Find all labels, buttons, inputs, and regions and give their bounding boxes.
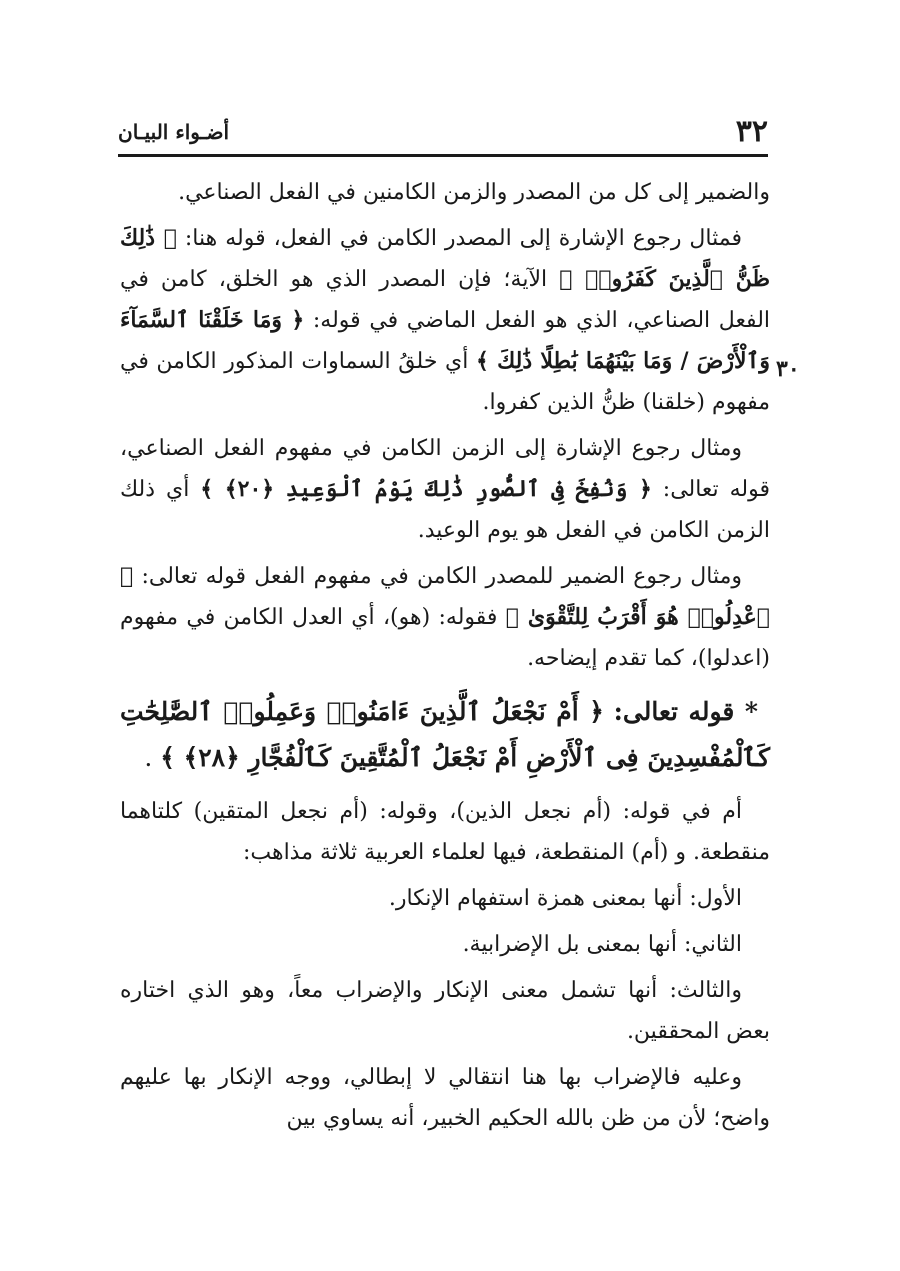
page-header xyxy=(118,110,768,156)
margin-page-marker: ٣٠ xyxy=(776,356,800,382)
paragraph-text: الأول: أنها بمعنى همزة استفهام الإنكار. xyxy=(388,886,742,911)
running-title: أضـواء البيـان xyxy=(118,120,230,144)
paragraph xyxy=(120,878,770,919)
paragraph-text: والثالث: أنها تشمل معنى الإنكار والإضراب معاً، وهو الذي اختاره بعض المحققين. xyxy=(120,978,770,1044)
page-number: ٣٢ xyxy=(735,114,768,149)
header-rule xyxy=(118,154,768,157)
paragraph-text: ومثال رجوع الضمير للمصدر الكامن في مفهوم الفعل قوله تعالى: xyxy=(141,564,742,589)
paragraph-text: ومثال رجوع الإشارة إلى الزمن الكامن في مفهوم الفعل الصناعي، قوله تعالى: xyxy=(120,436,770,502)
paragraph xyxy=(120,924,770,965)
paragraph xyxy=(120,172,770,213)
quran-quote: ﴿ ذَٰلِكَ ظَنُّ ٱلَّذِينَ كَفَرُوا۟ ﴾ xyxy=(120,225,770,292)
quran-quote: ﴿ وَمَا خَلَقْنَا ٱلسَّمَآءَ وَٱلْأَرْضَ / وَمَا بَيْنَهُمَا بَٰطِلًا ذَٰلِكَ ﴾ xyxy=(120,307,771,374)
paragraph xyxy=(120,970,770,1052)
paragraph xyxy=(120,428,770,551)
paragraph xyxy=(120,218,770,423)
quran-quote: ﴿ ٱعْدِلُوا۟ هُوَ أَقْرَبُ لِلتَّقْوَىٰ ﴾ xyxy=(120,563,771,630)
paragraph xyxy=(120,1057,770,1139)
quran-quote: ﴿ وَنُفِخَ فِى ٱلصُّورِ ذَٰلِكَ يَوْمُ ٱلْوَعِيدِ ﴿٢٠﴾ ﴾ xyxy=(200,476,652,502)
paragraph-text: أي خلقُ السماوات المذكور الكامن في مفهوم (خلقنا) ظنُّ الذين كفروا. xyxy=(120,349,770,415)
paragraph-text: أي ذلك الزمن الكامن في الفعل هو يوم الوعيد. xyxy=(120,477,770,543)
paragraph-text: الآية؛ فإن المصدر الذي هو الخلق، كامن في الفعل الصناعي، الذي هو الفعل الماضي في قوله: xyxy=(120,267,771,333)
verse-heading-lead: * قوله تعالى: xyxy=(613,697,758,726)
paragraph-text: وعليه فالإضراب بها هنا انتقالي لا إبطالي، ووجه الإنكار بها عليهم واضح؛ لأن من ظن بالله الحكيم الخبير، أنه يساوي بين xyxy=(120,1065,770,1131)
page-body xyxy=(120,172,770,1144)
paragraph-text: فقوله: (هو)، أي العدل الكامن في مفهوم (اعدلوا)، كما تقدم إيضاحه. xyxy=(120,605,770,671)
paragraph xyxy=(120,556,770,679)
verse-heading-end: . xyxy=(144,743,153,772)
paragraph-text: الثاني: أنها بمعنى بل الإضرابية. xyxy=(462,932,742,957)
paragraph xyxy=(120,791,770,873)
paragraph-text: أم في قوله: (أم نجعل الذين)، وقوله: (أم نجعل المتقين) كلتاهما منقطعة. و (أم) المنقطعة، فيها لعلماء العربية ثلاثة مذاهب: xyxy=(120,799,770,865)
verse-heading xyxy=(120,689,770,781)
verse-heading-text: ﴿ أَمْ نَجْعَلُ ٱلَّذِينَ ءَامَنُوا۟ وَعَمِلُوا۟ ٱلصَّٰلِحَٰتِ كَٱلْمُفْسِدِينَ فِى ٱلْأَرْضِ أَمْ نَجْعَلُ ٱلْمُتَّقِينَ كَٱلْفُجَّارِ ﴿٢٨﴾ ﴾ xyxy=(120,697,770,772)
paragraph-text: والضمير إلى كل من المصدر والزمن الكامنين في الفعل الصناعي. xyxy=(178,180,770,205)
paragraph-text: فمثال رجوع الإشارة إلى المصدر الكامن في الفعل، قوله هنا: xyxy=(184,226,742,251)
